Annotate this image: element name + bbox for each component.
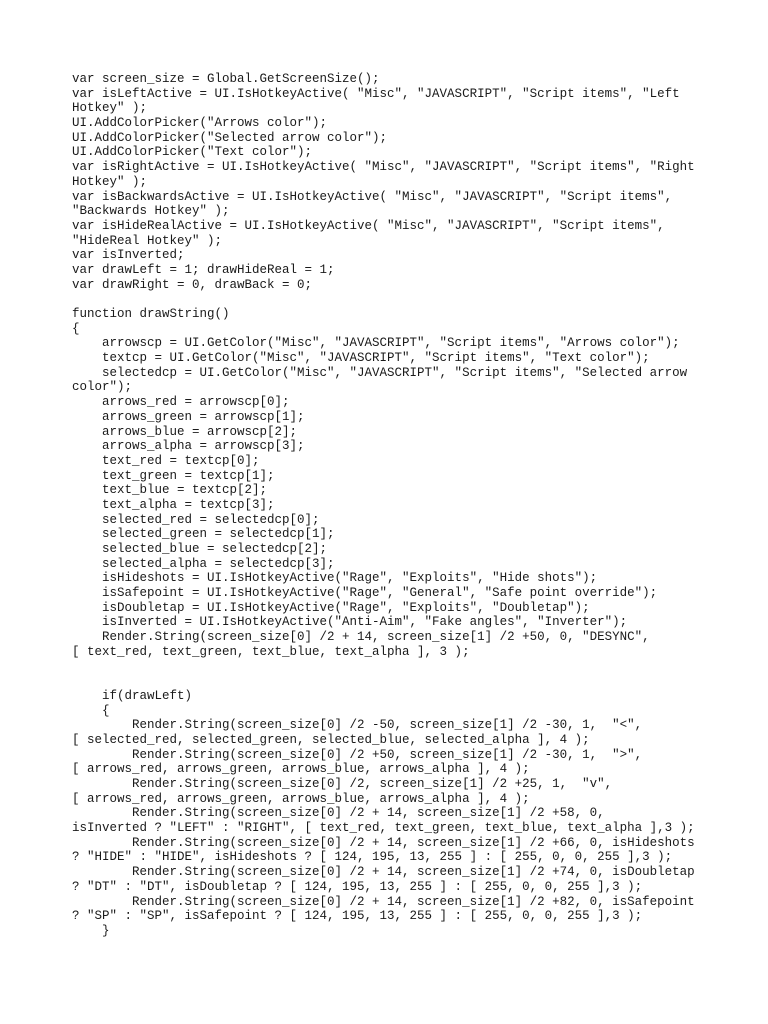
code-line: var screen_size = Global.GetScreenSize(); (72, 72, 380, 86)
code-line: text_green = textcp[1]; (72, 468, 275, 483)
code-line: ? "HIDE" : "HIDE", isHideshots ? [ 124, 195, 13, 255 ] : [ 255, 0, 0, 255 ],3 ); (72, 850, 673, 865)
code-line: selected_red = selectedcp[0]; (72, 512, 320, 527)
code-line: "Backwards Hotkey" ); (72, 204, 230, 219)
code-line: selected_blue = selectedcp[2]; (72, 542, 328, 556)
code-line (72, 660, 712, 675)
code-line: var isBackwardsActive = UI.IsHotkeyActive( "Misc", "JAVASCRIPT", "Script items", (72, 189, 673, 204)
code-listing (72, 72, 712, 939)
code-line: UI.AddColorPicker("Text color"); (72, 145, 313, 160)
code-line: Hotkey" ); (72, 101, 148, 116)
code-line: arrows_blue = arrowscp[2]; (72, 424, 298, 439)
code-line: "HideReal Hotkey" ); (72, 233, 223, 248)
code-line: [ arrows_red, arrows_green, arrows_blue, arrows_alpha ], 4 ); (72, 791, 530, 806)
code-line: Hotkey" ); (72, 174, 148, 189)
code-line: [ text_red, text_green, text_blue, text_alpha ], 3 ); (72, 644, 470, 659)
code-line: Render.String(screen_size[0] /2 + 14, screen_size[1] /2 +82, 0, isSafepoint (72, 894, 695, 909)
code-line: Render.String(screen_size[0] /2 + 14, screen_size[1] /2 +58, 0, (72, 806, 605, 821)
code-line: arrows_alpha = arrowscp[3]; (72, 439, 305, 454)
code-line: arrowscp = UI.GetColor("Misc", "JAVASCRIPT", "Script items", "Arrows color"); (72, 336, 680, 351)
code-line: isInverted ? "LEFT" : "RIGHT", [ text_red, text_green, text_blue, text_alpha ],3 ); (72, 821, 695, 836)
code-line: [ arrows_red, arrows_green, arrows_blue, arrows_alpha ], 4 ); (72, 762, 530, 777)
code-line: textcp = UI.GetColor("Misc", "JAVASCRIPT", "Script items", "Text color"); (72, 351, 650, 366)
code-line: var isInverted; (72, 248, 185, 263)
code-line: } (72, 923, 110, 938)
code-line: selected_alpha = selectedcp[3]; (72, 556, 335, 571)
code-line: Render.String(screen_size[0] /2 -50, screen_size[1] /2 -30, 1, "<", (72, 718, 643, 733)
code-line: Render.String(screen_size[0] /2 + 14, screen_size[1] /2 +66, 0, isHideshots (72, 835, 695, 850)
code-line: selected_green = selectedcp[1]; (72, 527, 335, 542)
code-line: var isLeftActive = UI.IsHotkeyActive( "Misc", "JAVASCRIPT", "Script items", "Left (72, 86, 680, 101)
code-line: isInverted = UI.IsHotkeyActive("Anti-Aim", "Fake angles", "Inverter"); (72, 615, 628, 630)
code-line: [ selected_red, selected_green, selected_blue, selected_alpha ], 4 ); (72, 732, 590, 747)
code-line: Render.String(screen_size[0] /2 + 14, screen_size[1] /2 +50, 0, "DESYNC", (72, 630, 650, 645)
code-line: arrows_green = arrowscp[1]; (72, 409, 305, 424)
code-line (72, 674, 712, 689)
code-line: color"); (72, 380, 133, 395)
code-line: Render.String(screen_size[0] /2, screen_size[1] /2 +25, 1, "v", (72, 777, 613, 791)
code-line: { (72, 321, 80, 336)
code-line: UI.AddColorPicker("Selected arrow color"); (72, 130, 388, 145)
code-line: ? "SP" : "SP", isSafepoint ? [ 124, 195, 13, 255 ] : [ 255, 0, 0, 255 ],3 ); (72, 909, 643, 924)
code-line: text_red = textcp[0]; (72, 453, 260, 468)
code-line: ? "DT" : "DT", isDoubletap ? [ 124, 195, 13, 255 ] : [ 255, 0, 0, 255 ],3 ); (72, 879, 643, 894)
code-line: UI.AddColorPicker("Arrows color"); (72, 116, 328, 131)
code-line: var drawRight = 0, drawBack = 0; (72, 277, 313, 292)
code-line: text_alpha = textcp[3]; (72, 497, 275, 512)
code-line: Render.String(screen_size[0] /2 +50, screen_size[1] /2 -30, 1, ">", (72, 747, 643, 762)
code-line: isSafepoint = UI.IsHotkeyActive("Rage", "General", "Safe point override"); (72, 586, 658, 601)
code-line: var isRightActive = UI.IsHotkeyActive( "Misc", "JAVASCRIPT", "Script items", "Right (72, 160, 695, 175)
code-line: Render.String(screen_size[0] /2 + 14, screen_size[1] /2 +74, 0, isDoubletap (72, 865, 695, 880)
code-line: isDoubletap = UI.IsHotkeyActive("Rage", "Exploits", "Doubletap"); (72, 600, 590, 615)
code-line: function drawString() (72, 307, 230, 321)
code-line: selectedcp = UI.GetColor("Misc", "JAVASCRIPT", "Script items", "Selected arrow (72, 365, 688, 380)
code-line: isHideshots = UI.IsHotkeyActive("Rage", "Exploits", "Hide shots"); (72, 571, 598, 586)
code-line: arrows_red = arrowscp[0]; (72, 395, 290, 410)
code-line: if(drawLeft) (72, 688, 193, 703)
code-line: { (72, 703, 110, 718)
code-line: var drawLeft = 1; drawHideReal = 1; (72, 262, 335, 277)
code-line: var isHideRealActive = UI.IsHotkeyActive( "Misc", "JAVASCRIPT", "Script items", (72, 218, 665, 233)
code-line (72, 292, 712, 307)
code-line: text_blue = textcp[2]; (72, 483, 268, 498)
